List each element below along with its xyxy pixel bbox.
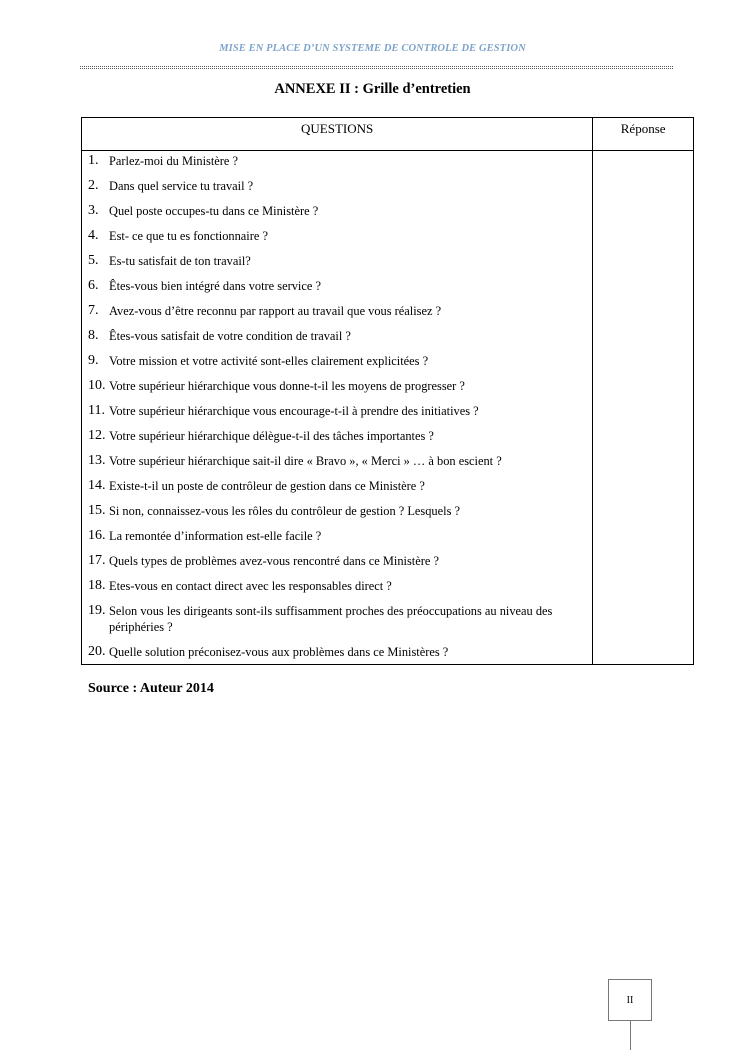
question-number: 16. bbox=[88, 528, 106, 543]
question-item bbox=[88, 328, 586, 344]
question-text: Votre supérieur hiérarchique sait-il dire « Bravo », « Merci » … à bon escient ? bbox=[109, 454, 502, 468]
question-number: 8. bbox=[88, 328, 99, 343]
question-text: Quelle solution préconisez-vous aux problèmes dans ce Ministères ? bbox=[109, 645, 449, 659]
question-item bbox=[88, 178, 586, 194]
question-item bbox=[88, 528, 586, 544]
question-item bbox=[88, 644, 586, 660]
question-text: Quel poste occupes-tu dans ce Ministère ? bbox=[109, 204, 319, 218]
question-number: 18. bbox=[88, 578, 106, 593]
question-text: Si non, connaissez-vous les rôles du contrôleur de gestion ? Lesquels ? bbox=[109, 504, 460, 518]
question-text: Selon vous les dirigeants sont-ils suffisamment proches des préoccupations au niveau des périphéries ? bbox=[109, 604, 553, 634]
question-number: 20. bbox=[88, 644, 106, 659]
table-body-row bbox=[82, 151, 694, 665]
question-number: 2. bbox=[88, 178, 99, 193]
question-number: 17. bbox=[88, 553, 106, 568]
questions-column-header: QUESTIONS bbox=[82, 118, 593, 151]
question-text: Êtes-vous bien intégré dans votre service ? bbox=[109, 279, 321, 293]
question-text: Votre supérieur hiérarchique délègue-t-il des tâches importantes ? bbox=[109, 429, 434, 443]
question-text: Votre supérieur hiérarchique vous donne-t-il les moyens de progresser ? bbox=[109, 379, 465, 393]
question-item bbox=[88, 303, 586, 319]
question-text: Existe-t-il un poste de contrôleur de gestion dans ce Ministère ? bbox=[109, 479, 425, 493]
question-item bbox=[88, 353, 586, 369]
question-number: 19. bbox=[88, 603, 106, 618]
question-text: Votre supérieur hiérarchique vous encourage-t-il à prendre des initiatives ? bbox=[109, 404, 479, 418]
question-number: 3. bbox=[88, 203, 99, 218]
answer-cell bbox=[593, 151, 694, 665]
answer-column-header: Réponse bbox=[593, 118, 694, 151]
question-item bbox=[88, 253, 586, 269]
question-text: Avez-vous d’être reconnu par rapport au travail que vous réalisez ? bbox=[109, 304, 442, 318]
question-item bbox=[88, 228, 586, 244]
question-text: La remontée d’information est-elle facile ? bbox=[109, 529, 322, 543]
interview-grid-table bbox=[81, 117, 694, 665]
question-number: 10. bbox=[88, 378, 106, 393]
question-text: Quels types de problèmes avez-vous rencontré dans ce Ministère ? bbox=[109, 554, 439, 568]
table-header-row bbox=[82, 118, 694, 151]
question-number: 14. bbox=[88, 478, 106, 493]
running-header: MISE EN PLACE D’UN SYSTEME DE CONTROLE DE GESTION bbox=[219, 43, 526, 54]
question-item bbox=[88, 378, 586, 394]
question-item bbox=[88, 428, 586, 444]
question-text: Est- ce que tu es fonctionnaire ? bbox=[109, 229, 268, 243]
question-item bbox=[88, 153, 586, 169]
page-title: ANNEXE II : Grille d’entretien bbox=[274, 81, 471, 97]
question-text: Êtes-vous satisfait de votre condition de travail ? bbox=[109, 329, 351, 343]
question-text: Etes-vous en contact direct avec les responsables direct ? bbox=[109, 579, 392, 593]
question-text: Dans quel service tu travail ? bbox=[109, 179, 254, 193]
question-number: 11. bbox=[88, 403, 105, 418]
question-item bbox=[88, 203, 586, 219]
question-number: 15. bbox=[88, 503, 106, 518]
question-item bbox=[88, 453, 586, 469]
question-number: 13. bbox=[88, 453, 106, 468]
header-divider bbox=[80, 66, 673, 69]
question-text: Votre mission et votre activité sont-elles clairement explicitées ? bbox=[109, 354, 429, 368]
question-number: 7. bbox=[88, 303, 99, 318]
question-item bbox=[88, 403, 586, 419]
page-number: II bbox=[608, 979, 652, 1021]
questions-cell bbox=[82, 151, 593, 665]
question-number: 5. bbox=[88, 253, 99, 268]
question-item bbox=[88, 478, 586, 494]
page-number-rule bbox=[630, 1021, 631, 1050]
source-note: Source : Auteur 2014 bbox=[88, 681, 214, 696]
question-item bbox=[88, 578, 586, 594]
question-list bbox=[88, 153, 586, 660]
question-item bbox=[88, 603, 586, 635]
question-text: Parlez-moi du Ministère ? bbox=[109, 154, 239, 168]
question-item bbox=[88, 503, 586, 519]
question-item bbox=[88, 278, 586, 294]
question-number: 9. bbox=[88, 353, 99, 368]
question-number: 12. bbox=[88, 428, 106, 443]
question-number: 6. bbox=[88, 278, 99, 293]
question-item bbox=[88, 553, 586, 569]
question-number: 4. bbox=[88, 228, 99, 243]
question-text: Es-tu satisfait de ton travail? bbox=[109, 254, 251, 268]
question-number: 1. bbox=[88, 153, 99, 168]
